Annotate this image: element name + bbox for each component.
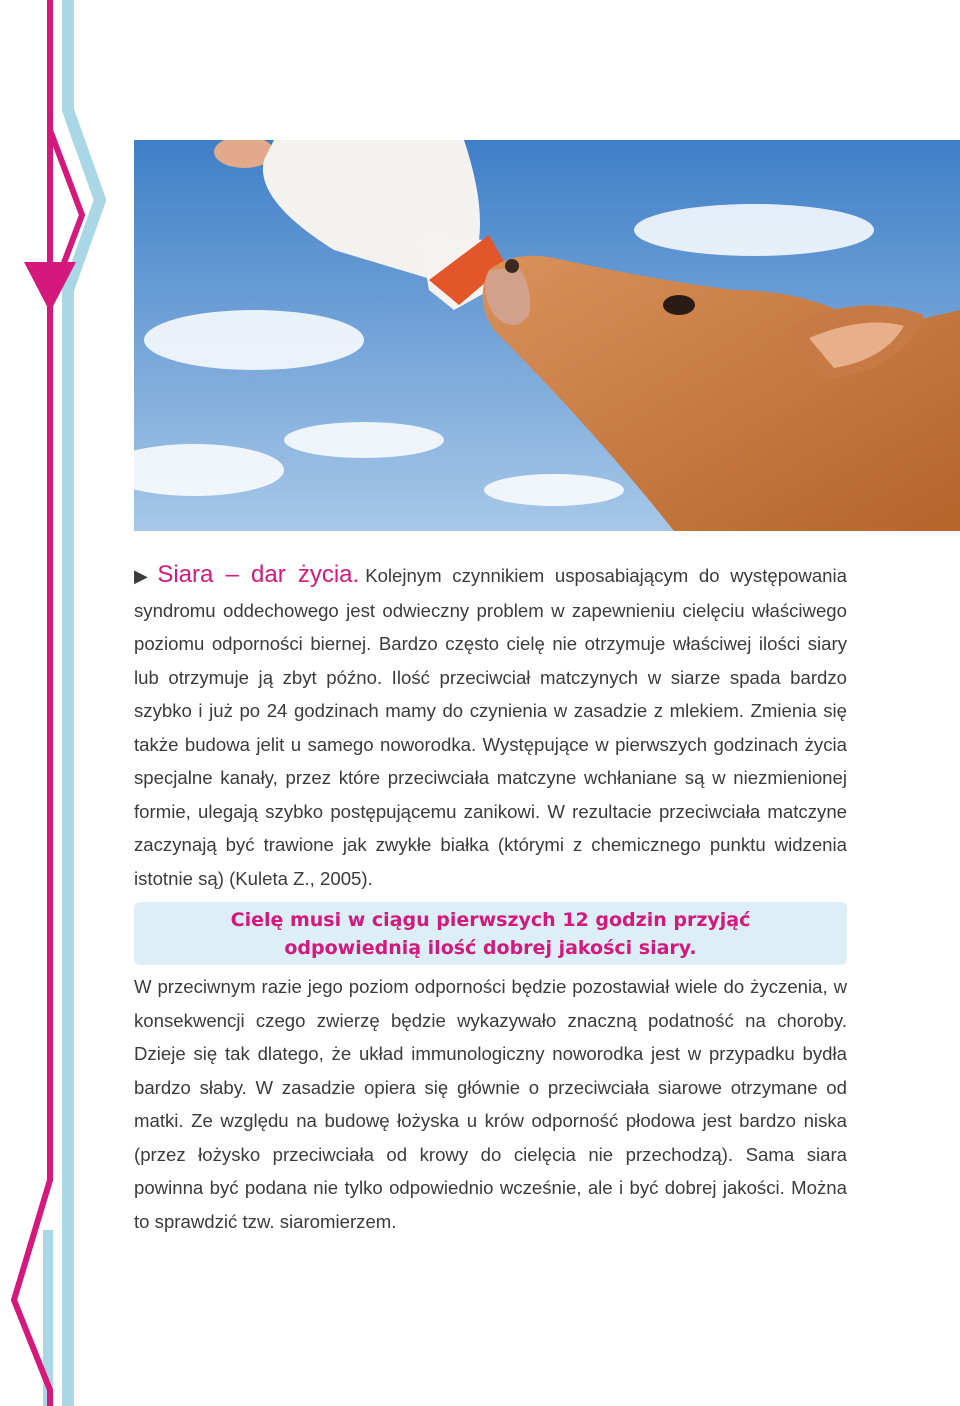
article-paragraph-1 bbox=[134, 558, 847, 895]
play-arrow-icon: ▶ bbox=[134, 566, 154, 586]
paragraph-1-text: Kolejnym czynnikiem usposabiającym do występowania syndromu oddechowego jest odwieczny problem w zapewnieniu cielęciu właściwego poziomu odporności biernej. Bardzo często cielę nie otrzymuje właściwej ilości siary lub otrzymuje ją zbyt późno. Ilość przeciwciał matczynych w siarze spada bardzo szybko i już po 24 godzinach mamy do czynienia w zasadzie z mlekiem. Zmienia się także budowa jelit u samego noworodka. Występujące w pierwszych godzinach życia specjalne kanały, przez które przeciwciała matczyne wchłaniane są w niezmienionej formie, ulegają szybko postępującemu zanikowi. W rezultacie przeciwciała matczyne zaczynają być trawione jak zwykłe białka (którymi z chemicznego punktu widzenia istotnie są) (Kuleta Z., 2005). bbox=[134, 565, 847, 889]
blue-zigzag-line bbox=[68, 0, 100, 1406]
section-title: Siara – dar życia. bbox=[157, 561, 360, 588]
calf-drinking-from-bottle-photo bbox=[134, 140, 960, 531]
decorative-side-lines bbox=[0, 0, 120, 1406]
highlight-box bbox=[134, 902, 847, 965]
article-paragraph-2 bbox=[134, 970, 847, 1238]
highlight-text: Cielę musi w ciągu pierwszych 12 godzin przyjąć odpowiednią ilość dobrej jakości siary. bbox=[230, 908, 751, 959]
paragraph-2-text: W przeciwnym razie jego poziom odporności będzie pozostawiał wiele do życzenia, w konsekwencji czego zwierzę będzie wykazywało znaczną podatność na choroby. Dzieje się tak dlatego, że układ immunologiczny noworodka jest w przypadku bydła bardzo słaby. W zasadzie opiera się głównie o przeciwciała siarowe otrzymane od matki. Ze względu na budowę łożyska u krów odporność płodowa jest bardzo niska (przez łożysko przeciwciała od krowy do cielęcia nie przechodzą). Sama siara powinna być podana nie tylko odpowiednio wcześnie, ale i być dobrej jakości. Można to sprawdzić tzw. siaromierzem. bbox=[134, 976, 847, 1232]
